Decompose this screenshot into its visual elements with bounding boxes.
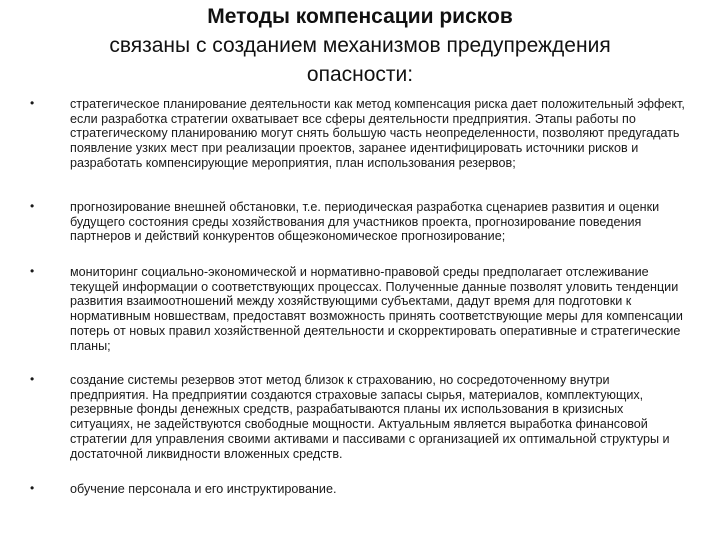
title-line-1: Методы компенсации рисков — [207, 5, 513, 28]
bullet-icon: • — [30, 481, 35, 495]
list-item — [30, 481, 688, 497]
list-item-text: прогнозирование внешней обстановки, т.е. периодическая разработка сценариев развития и оценки будущего состояния среды хозяйствования для участников проекта, прогнозирование поведения партнеров и действий конкурентов общеэкономическое прогнозирование; — [70, 200, 660, 244]
bullet-icon: • — [30, 199, 35, 213]
title-line-2: связаны с созданием механизмов предупреждения — [109, 34, 611, 57]
list-item-text: создание системы резервов этот метод близок к страхованию, но сосредоточенному внутри предприятия. На предприятии создаются страховые запасы сырья, материалов, комплектующих, резервные фонды денежных средств, разрабатываются планы их использования в кризисных ситуациях, не задействуются свободные мощности. Актуальным является выработка финансовой стратегии для управления своими активами и пассивами с организацией их оптимальной структуры и достаточной ликвидности вложенных средств. — [70, 373, 670, 461]
title-line-3: опасности: — [306, 63, 414, 86]
list-item-text: обучение персонала и его инструктирование. — [70, 482, 337, 496]
list-item-text: стратегическое планирование деятельности как метод компенсация риска дает положительный эффект, если разработка стратегии охватывает все сферы деятельности предприятия. Этапы работы по стратегическому планированию могут снять большую часть неопределенности, позволяют предугадать появление узких мест при реализации проектов, заранее идентифицировать источники рисков и разработать компенсирующие мероприятия, план использования резервов; — [70, 97, 685, 170]
list-item — [30, 264, 688, 353]
list-item — [30, 96, 688, 171]
list-item — [30, 199, 688, 244]
list-item — [30, 372, 688, 461]
bullet-icon: • — [30, 264, 35, 278]
bullet-icon: • — [30, 372, 35, 386]
list-item-text: мониторинг социально-экономической и нормативно-правовой среды предполагает отслеживание текущей информации о соответствующих процессах. Полученные данные позволят уловить тенденции развития взаимоотношений между хозяйствующими субъектами, дадут время для подготовки к нормативным новшествам, предоставят возможность принять соответствующие меры для компенсации потерь от новых правил хозяйственной деятельности и скорректировать оперативные и стратегические планы; — [70, 265, 683, 353]
bullet-icon: • — [30, 96, 35, 110]
